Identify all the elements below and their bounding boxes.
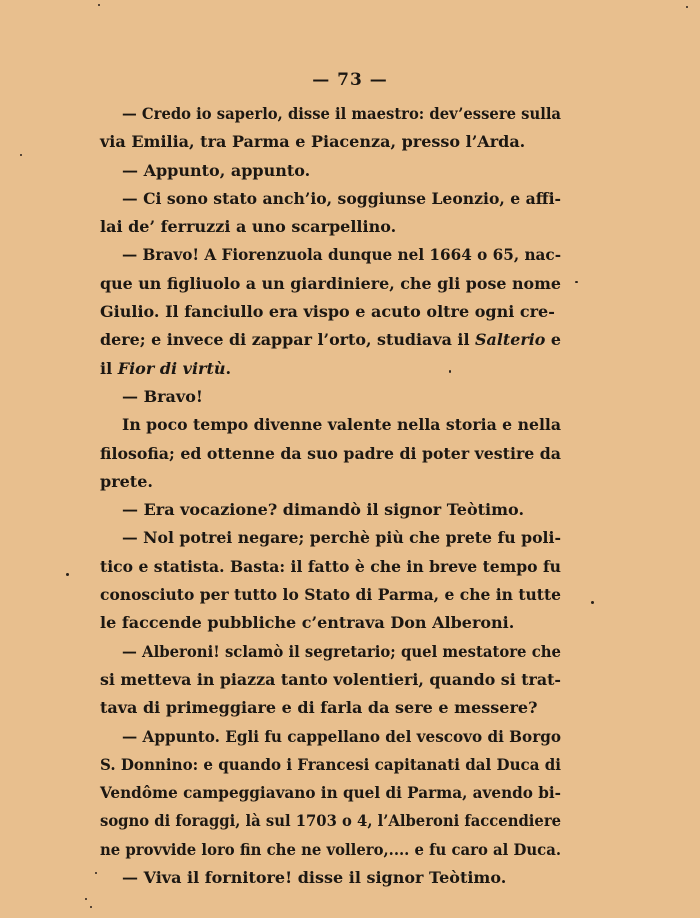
line-text: conosciuto per tutto lo Stato di Parma, e che in tutte bbox=[100, 585, 562, 605]
line-text: prete. bbox=[100, 471, 153, 491]
line-text: — Bravo! A Fiorenzuola dunque nel 1664 o 65, nac- bbox=[122, 245, 562, 265]
text-line bbox=[100, 128, 566, 156]
line-text: sogno di foraggi, là sul 1703 o 4, l’Alberoni faccendiere bbox=[100, 811, 562, 831]
text-line bbox=[100, 213, 566, 241]
line-text: tava di primeggiare e di farla da sere e messere? bbox=[100, 698, 538, 718]
page-number: — 73 — bbox=[312, 70, 388, 90]
line-text: — Appunto, appunto. bbox=[122, 160, 311, 180]
line-text-post: . bbox=[225, 358, 232, 378]
text-line bbox=[100, 100, 566, 128]
line-text: — Nol potrei negare; perchè più che prete fu poli- bbox=[122, 528, 561, 548]
text-line bbox=[100, 723, 566, 751]
book-title-fior-di-virtu: Fior di virtù bbox=[117, 358, 226, 378]
text-line bbox=[100, 355, 566, 383]
text-line bbox=[100, 751, 566, 779]
line-text: — Bravo! bbox=[122, 386, 203, 406]
text-line bbox=[100, 553, 566, 581]
text-line bbox=[100, 383, 566, 411]
line-text: filosofia; ed ottenne da suo padre di poter vestire da bbox=[100, 443, 561, 463]
book-title-salterio: Salterio bbox=[475, 330, 546, 350]
scan-speck bbox=[686, 6, 688, 8]
scan-speck bbox=[85, 898, 87, 900]
line-text: lai de’ ferruzzi a uno scarpellino. bbox=[100, 217, 397, 237]
line-text bbox=[100, 355, 231, 383]
line-text: — Credo io saperlo, disse il maestro: dev’essere sulla bbox=[122, 104, 562, 123]
scan-speck bbox=[449, 370, 451, 373]
text-line bbox=[100, 411, 566, 439]
line-text: le faccende pubbliche c’entrava Don Alberoni. bbox=[100, 613, 515, 633]
line-text: S. Donnino: e quando i Francesi capitanati dal Duca di bbox=[100, 754, 561, 774]
line-text: — Ci sono stato anch’io, soggiunse Leonzio, e affi- bbox=[122, 188, 562, 208]
line-text: si metteva in piazza tanto volentieri, quando si trat- bbox=[100, 669, 561, 689]
text-line bbox=[100, 496, 566, 524]
scan-speck bbox=[20, 154, 22, 156]
text-line bbox=[100, 468, 566, 496]
text-line bbox=[100, 157, 566, 185]
line-text: ne provvide loro fin che ne vollero,.... e fu caro al Duca. bbox=[100, 839, 561, 859]
line-text: — Era vocazione? dimandò il signor Teòtimo. bbox=[122, 500, 525, 520]
scan-speck bbox=[575, 281, 578, 283]
scan-speck bbox=[66, 573, 69, 576]
scan-speck bbox=[98, 4, 100, 6]
text-line bbox=[100, 666, 566, 694]
line-text: In poco tempo divenne valente nella storia e nella bbox=[122, 415, 562, 435]
line-text: — Alberoni! sclamò il segretario; quel mestatore che bbox=[122, 641, 562, 661]
line-text: Giulio. Il fanciullo era vispo e acuto oltre ogni cre- bbox=[100, 302, 555, 322]
text-line bbox=[100, 581, 566, 609]
line-text-pre: dere; e invece di zappar l’orto, studiava il bbox=[100, 330, 476, 350]
line-text: tico e statista. Basta: il fatto è che in breve tempo fu bbox=[100, 556, 562, 576]
text-line bbox=[100, 807, 566, 835]
text-line bbox=[100, 241, 566, 269]
line-text bbox=[100, 326, 561, 354]
line-text: — Viva il fornitore! disse il signor Teòtimo. bbox=[122, 868, 507, 888]
text-line bbox=[100, 864, 566, 892]
text-line bbox=[100, 524, 566, 552]
text-line bbox=[100, 836, 566, 864]
text-line bbox=[100, 694, 566, 722]
text-line bbox=[100, 638, 566, 666]
line-text: que un figliuolo a un giardiniere, che gli pose nome bbox=[100, 273, 562, 293]
text-line bbox=[100, 609, 566, 637]
text-line bbox=[100, 185, 566, 213]
line-text: via Emilia, tra Parma e Piacenza, presso l’Arda. bbox=[100, 132, 526, 152]
scan-speck bbox=[95, 872, 97, 874]
scan-speck bbox=[90, 906, 92, 908]
line-text: — Appunto. Egli fu cappellano del vescovo di Borgo bbox=[122, 726, 562, 746]
scan-speck bbox=[591, 601, 594, 604]
text-line bbox=[100, 298, 566, 326]
page-text bbox=[100, 100, 566, 892]
text-line bbox=[100, 779, 566, 807]
text-line bbox=[100, 270, 566, 298]
line-text-post: e bbox=[545, 330, 561, 350]
line-text: Vendôme campeggiavano in quel di Parma, avendo bi- bbox=[100, 783, 561, 803]
text-line bbox=[100, 326, 566, 354]
text-line bbox=[100, 440, 566, 468]
line-text-pre: il bbox=[100, 358, 118, 378]
